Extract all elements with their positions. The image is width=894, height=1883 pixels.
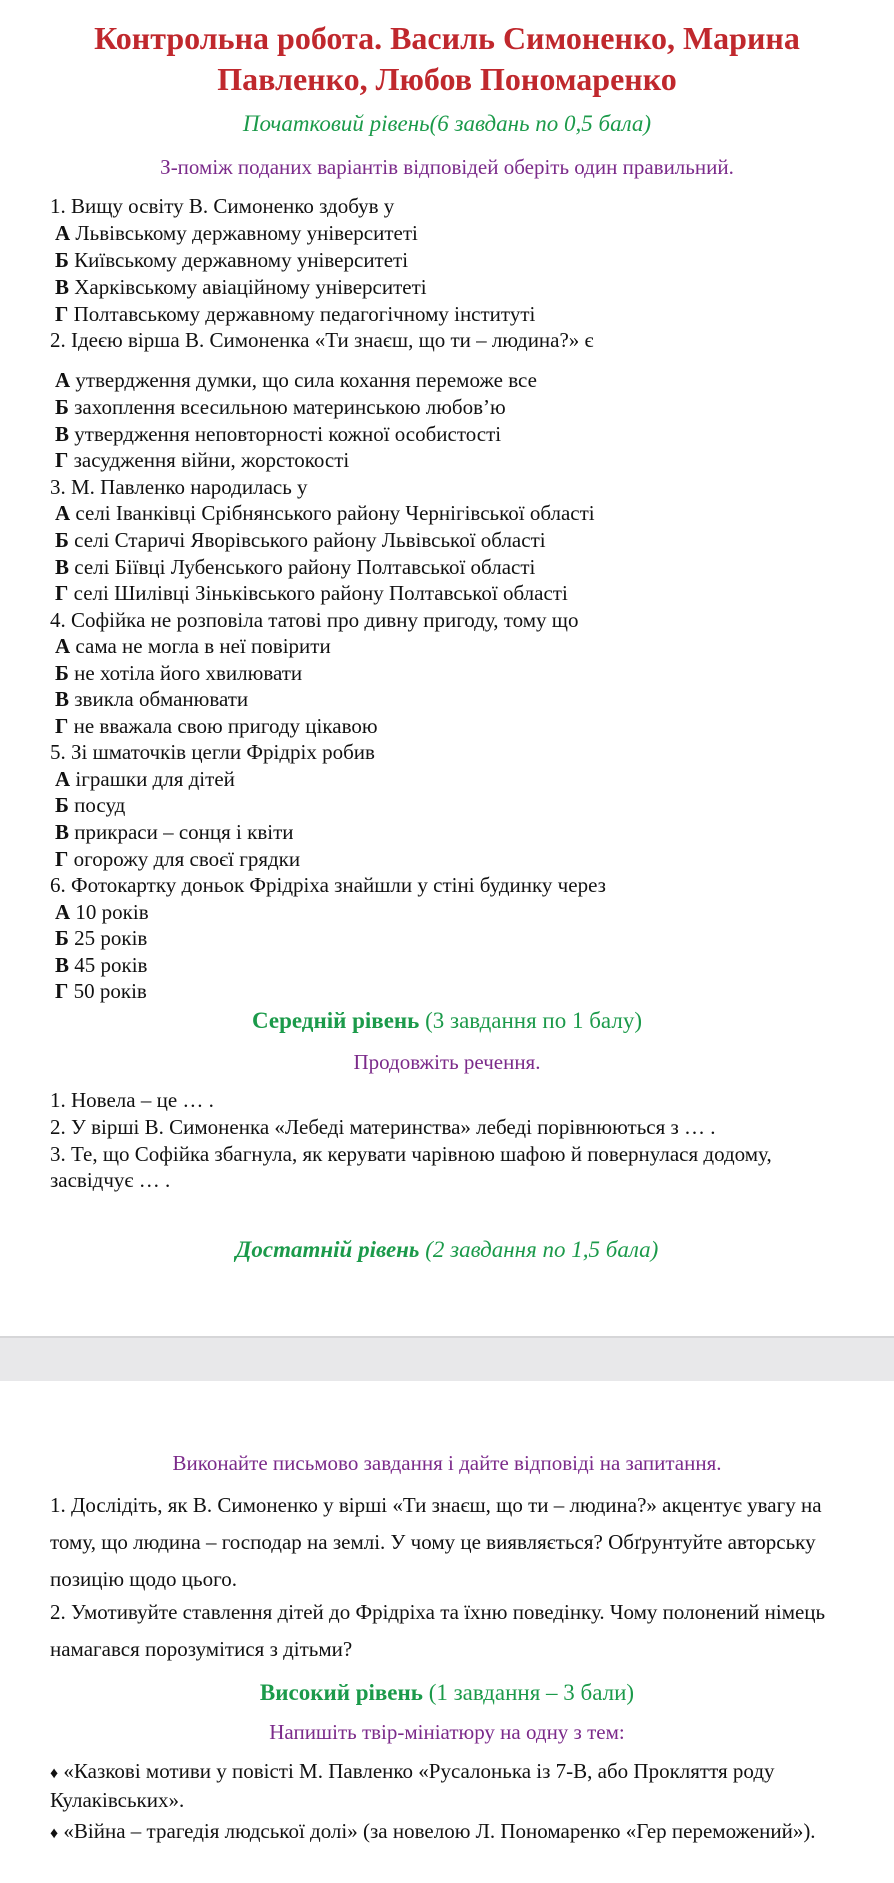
- question-5: 5. Зі шматочків цегли Фрідріх робив: [50, 740, 375, 764]
- middle-item-1: 1. Новела – це … .: [50, 1088, 214, 1112]
- high-instruction: Напишіть твір-мініатюру на одну з тем:: [269, 1720, 625, 1744]
- sufficient-task-2: 2. Умотивуйте ставлення дітей до Фрідріха та їхню поведінку. Чому полонений німець намагався порозумітися з дітьми?: [50, 1600, 826, 1661]
- question-6-option-a: А 10 років: [55, 900, 149, 924]
- question-4-option-b: Б не хотіла його хвилювати: [55, 661, 303, 685]
- document-page-2: [0, 1381, 894, 1883]
- middle-level-heading: Середній рівень (3 завдання по 1 балу): [252, 1008, 642, 1033]
- question-1-option-b: Б Київському державному університеті: [55, 248, 409, 272]
- sufficient-instruction: Виконайте письмово завдання і дайте відповіді на запитання.: [172, 1451, 722, 1475]
- question-1-option-c: В Харківському авіаційному університеті: [55, 275, 427, 299]
- middle-item-2: 2. У вірші В. Симоненка «Лебеді материнства» лебеді порівнюються з … .: [50, 1115, 716, 1139]
- question-3-option-a: А селі Іванківці Срібнянського району Чернігівської області: [55, 501, 595, 525]
- high-topic-1: ♦ «Казкові мотиви у повісті М. Павленко «Русалонька із 7-В, або Прокляття роду Кулаківських».: [50, 1759, 775, 1812]
- middle-item-3: 3. Те, що Софійка збагнула, як керувати чарівною шафою й повернулася додому, засвідчує … .: [50, 1142, 772, 1192]
- question-3-option-c: В селі Біївці Лубенського району Полтавської області: [55, 555, 536, 579]
- question-6-option-d: Г 50 років: [55, 979, 147, 1003]
- basic-instruction: З-поміж поданих варіантів відповідей оберіть один правильний.: [160, 155, 734, 179]
- question-1-option-a: А Львівському державному університеті: [55, 221, 418, 245]
- document-title: [40, 18, 854, 100]
- sufficient-task-1: 1. Дослідіть, як В. Симоненко у вірші «Ти знаєш, що ти – людина?» акцентує увагу на тому, що людина – господар на землі. У чому це виявляється? Обґрунтуйте авторську позицію щодо цього.: [50, 1493, 822, 1591]
- question-2-option-c: В утвердження неповторності кожної особистості: [55, 422, 502, 446]
- diamond-bullet-icon: ♦: [50, 1825, 59, 1842]
- question-2: 2. Ідеєю вірша В. Симоненка «Ти знаєш, що ти – людина?» є: [50, 328, 594, 352]
- question-5-option-a: А іграшки для дітей: [55, 767, 235, 791]
- sufficient-level-heading: Достатній рівень (2 завдання по 1,5 бала): [235, 1237, 659, 1262]
- question-5-option-c: В прикраси – сонця і квіти: [55, 820, 294, 844]
- question-3-option-d: Г селі Шилівці Зіньківського району Полтавської області: [55, 581, 568, 605]
- question-6: 6. Фотокартку доньок Фрідріха знайшли у стіні будинку через: [50, 873, 606, 897]
- basic-level-heading: Початковий рівень(6 завдань по 0,5 бала): [242, 111, 652, 136]
- question-1: 1. Вищу освіту В. Симоненко здобув у: [50, 194, 395, 218]
- high-topic-2: ♦ «Війна – трагедія людської долі» (за новелою Л. Пономаренко «Гер переможений»).: [50, 1819, 816, 1843]
- question-6-option-b: Б 25 років: [55, 926, 148, 950]
- question-4-option-d: Г не вважала свою пригоду цікавою: [55, 714, 378, 738]
- question-4-option-c: В звикла обманювати: [55, 687, 249, 711]
- middle-instruction: Продовжіть речення.: [353, 1050, 541, 1074]
- question-3: 3. М. Павленко народилась у: [50, 475, 308, 499]
- question-2-option-a: А утвердження думки, що сила кохання переможе все: [55, 368, 537, 392]
- question-3-option-b: Б селі Старичі Яворівського району Львівської області: [55, 528, 546, 552]
- title-line-2: Павленко, Любов Пономаренко: [217, 61, 677, 97]
- question-2-option-d: Г засудження війни, жорстокості: [55, 448, 350, 472]
- question-1-option-d: Г Полтавському державному педагогічному інституті: [55, 302, 536, 326]
- question-4-option-a: А сама не могла в неї повірити: [55, 634, 331, 658]
- question-5-option-b: Б посуд: [55, 793, 126, 817]
- diamond-bullet-icon: ♦: [50, 1765, 59, 1782]
- high-level-heading: Високий рівень (1 завдання – 3 бали): [259, 1680, 635, 1705]
- question-2-option-b: Б захоплення всесильною материнською любов’ю: [55, 395, 506, 419]
- question-4: 4. Софійка не розповіла татові про дивну пригоду, тому що: [50, 608, 579, 632]
- question-6-option-c: В 45 років: [55, 953, 148, 977]
- page-separator: [0, 1336, 894, 1381]
- title-line-1: Контрольна робота. Василь Симоненко, Марина: [94, 20, 800, 56]
- question-5-option-d: Г огорожу для своєї грядки: [55, 847, 301, 871]
